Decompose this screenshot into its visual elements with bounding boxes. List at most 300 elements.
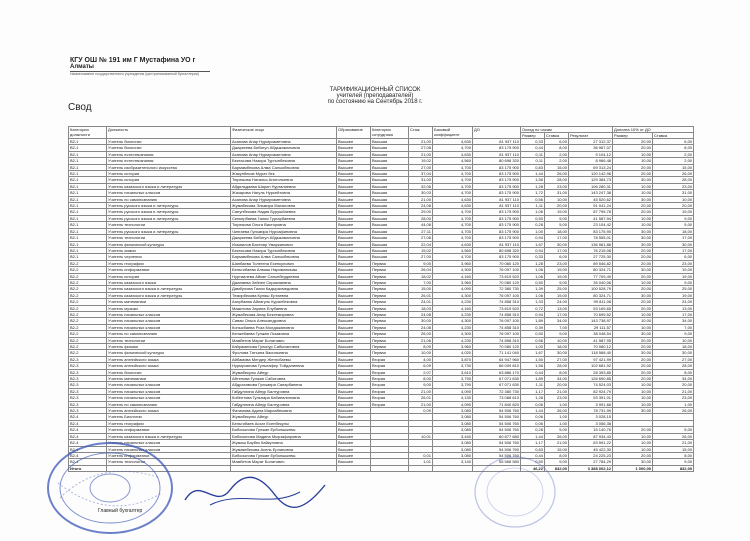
cell-position: Учитель казахского языка и литературы: [107, 286, 231, 292]
cell-emp-category: Первая: [371, 286, 409, 292]
cell-category: В2-1: [69, 222, 107, 228]
cell-rate2: 28,00: [653, 177, 694, 183]
cell-do: 74 858 310: [473, 324, 521, 330]
cell-category: В2-1: [69, 145, 107, 151]
cell-experience: 0,01: [409, 452, 433, 458]
cell-name: Мамбетов Марат Болатович: [231, 459, 337, 465]
cell-position: Учитель музыки: [107, 305, 231, 311]
cell-rate2: 9,00: [653, 279, 694, 285]
cell-rate: 10,00: [545, 196, 569, 202]
cell-do: 72 380 730: [473, 388, 521, 394]
cell-coef: 4,630: [433, 241, 473, 247]
cell-size: 0,11: [521, 151, 545, 157]
cell-size: 1,56: [521, 363, 545, 369]
cell-position: Учитель казахского языка и литературы: [107, 183, 231, 189]
cell-size2: 10,00: [613, 151, 653, 157]
cell-education: Высшее: [337, 376, 371, 382]
cell-size: 1,67: [521, 241, 545, 247]
cell-coef: 4,700: [433, 222, 473, 228]
header-bonus: Доплата 10% от ДО: [613, 127, 694, 133]
cell-experience: 30,00: [409, 318, 433, 324]
cell-rate: 17,00: [545, 235, 569, 241]
cell-rate2: 20,00: [653, 382, 694, 388]
cell-rate: 20,00: [545, 382, 569, 388]
cell-position: Учитель русского языка и литературы: [107, 228, 231, 234]
cell-category: В2-1: [69, 158, 107, 164]
cell-name: Дамбулова Галия Кадырахмедовна: [231, 286, 337, 292]
cell-emp-category: Первая: [371, 273, 409, 279]
cell-name: Шапбаева Толегена Есенкулович: [231, 260, 337, 266]
cell-coef: 4,700: [433, 183, 473, 189]
cell-rate: 26,00: [545, 408, 569, 414]
cell-position: Учитель географии: [107, 420, 231, 426]
cell-coef: 3,080: [433, 427, 473, 433]
cell-emp-category: Первая: [371, 260, 409, 266]
cell-do: 60 877 680: [473, 433, 521, 439]
cell-emp-category: Первая: [371, 337, 409, 343]
cell-result: 78 555,01: [569, 235, 613, 241]
cell-do: 55 568 580: [473, 459, 521, 465]
cell-rate: 34,00: [545, 376, 569, 382]
cell-rate2: 5,00: [653, 222, 694, 228]
cell-category: В2-4: [69, 440, 107, 446]
cell-size2: 30,00: [613, 196, 653, 202]
cell-education: Высшее: [337, 318, 371, 324]
cell-rate: 23,00: [545, 183, 569, 189]
cell-size: 1,44: [521, 408, 545, 414]
header-education: Образование: [337, 127, 371, 139]
cell-name: Джаркеева Бибигул Абдыкамаловна: [231, 235, 337, 241]
table-row: [69, 292, 694, 298]
cell-size: 0,94: [521, 247, 545, 253]
cell-size: 0,56: [521, 196, 545, 202]
cell-coef: 4,700: [433, 215, 473, 221]
cell-rate: 13,00: [545, 305, 569, 311]
cell-category: В2-1: [69, 139, 107, 145]
cell-experience: 24,08: [409, 311, 433, 317]
cell-rate: 15,00: [545, 164, 569, 170]
cell-name: Асанова Анар Нурмухаметовна: [231, 139, 337, 145]
cell-do: 70 080 120: [473, 260, 521, 266]
cell-size2: 30,00: [613, 331, 653, 337]
cell-do: 83 175 900: [473, 164, 521, 170]
cell-do: 54 506 760: [473, 414, 521, 420]
total-rate: 832,00: [545, 465, 569, 471]
header-emp-category: Категория сотрудника: [371, 127, 409, 139]
table-row: [69, 286, 694, 292]
cell-rate2: 7,00: [653, 324, 694, 330]
cell-experience: 27,11: [409, 228, 433, 234]
cell-position: Учитель Биологии: [107, 414, 231, 420]
cell-education: Высшее: [337, 203, 371, 209]
cell-experience: 27,00: [409, 164, 433, 170]
cell-category: В2-1: [69, 203, 107, 209]
cell-name: Фролова Татьяна Васильевна: [231, 350, 337, 356]
cell-experience: 26,01: [409, 395, 433, 401]
cell-coef: 3,440: [433, 433, 473, 439]
cell-rate2: 28,00: [653, 363, 694, 369]
cell-rate: 9,00: [545, 279, 569, 285]
cell-size: 1,28: [521, 395, 545, 401]
cell-size: 0,44: [521, 369, 545, 375]
cell-size: 0,28: [521, 427, 545, 433]
organization-name: КГУ ОШ № 191 им Г Мустафина УО г: [70, 57, 196, 64]
cell-size2: 20,00: [613, 427, 653, 433]
cell-name: Тюрюкова Наталья Анатольевна: [231, 177, 337, 183]
cell-size: 1,44: [521, 433, 545, 439]
cell-do: 81 937 110: [473, 203, 521, 209]
cell-result: 35 040,06: [569, 279, 613, 285]
cell-education: Высшее: [337, 305, 371, 311]
cell-rate2: 23,00: [653, 395, 694, 401]
cell-name: Сапунбекова Надия Бурушбаевна: [231, 209, 337, 215]
cell-position: Учитель английского языка: [107, 356, 231, 362]
cell-size2: 20,00: [613, 139, 653, 145]
cell-education: Высшее: [337, 356, 371, 362]
cell-size2: 20,00: [613, 299, 653, 305]
cell-education: Высшее: [337, 401, 371, 407]
cell-rate: 19,00: [545, 292, 569, 298]
cell-size2: 10,00: [613, 401, 653, 407]
cell-experience: 2,07: [409, 369, 433, 375]
cell-emp-category: Высшая: [371, 171, 409, 177]
cell-position: Учитель по самопознанию: [107, 196, 231, 202]
cell-do: 71 840 820: [473, 401, 521, 407]
cell-rate2: 19,00: [653, 209, 694, 215]
cell-rate: 20,00: [545, 203, 569, 209]
cell-result: 87 934,43: [569, 433, 613, 439]
cell-emp-category: Высшая: [371, 145, 409, 151]
cell-experience: 21,00: [409, 196, 433, 202]
cell-category: В2-1: [69, 171, 107, 177]
cell-coef: 4,630: [433, 139, 473, 145]
cell-emp-category: Первая: [371, 331, 409, 337]
cell-experience: 27,00: [409, 254, 433, 260]
header-do: ДО: [473, 127, 521, 139]
tariff-table: [68, 126, 694, 472]
cell-emp-category: Высшая: [371, 183, 409, 189]
cell-name: Сенкербаева Галия Тургарбаевна: [231, 215, 337, 221]
cell-category: В2-2: [69, 273, 107, 279]
cell-do: 80 698 320: [473, 158, 521, 164]
cell-rate2: 30,00: [653, 350, 694, 356]
cell-name: Кобентова Гульнара Кабиевлиновна: [231, 395, 337, 401]
cell-emp-category: Вторая: [371, 363, 409, 369]
cell-do: 74 858 310: [473, 299, 521, 305]
cell-category: В2-3: [69, 376, 107, 382]
cell-category: В2-1: [69, 228, 107, 234]
cell-result: 77 709,49: [569, 273, 613, 279]
cell-rate: 31,00: [545, 190, 569, 196]
cell-name: Айтенова Гулжан Сабитовна: [231, 376, 337, 382]
header-hourly: Оклад по часам: [521, 127, 613, 133]
cell-position: Учитель физической культуры: [107, 350, 231, 356]
document-title: ТАРИФИКАЦИОННЫЙ СПИСОК: [329, 87, 421, 93]
cell-result: 69 313,24: [569, 164, 613, 170]
cell-size: 1,11: [521, 382, 545, 388]
header-position: Должность: [107, 127, 231, 139]
cell-category: В2-2: [69, 337, 107, 343]
cell-education: Высшее: [337, 228, 371, 234]
cell-emp-category: Первая: [371, 318, 409, 324]
cell-emp-category: Вторая: [371, 382, 409, 388]
cell-education: Высшее: [337, 151, 371, 157]
cell-do: 72 380 730: [473, 286, 521, 292]
cell-category: В2-4: [69, 427, 107, 433]
signature-scribble: [180, 470, 330, 515]
cell-do: 81 937 110: [473, 196, 521, 202]
cell-size2: 20,00: [613, 452, 653, 458]
cell-category: В2-3: [69, 401, 107, 407]
cell-result: 45 520,62: [569, 196, 613, 202]
cell-experience: 7,00: [409, 279, 433, 285]
cell-experience: 22,04: [409, 241, 433, 247]
cell-rate: 26,00: [545, 171, 569, 177]
cell-result: 120 142,96: [569, 171, 613, 177]
cell-size2: 20,00: [613, 145, 653, 151]
cell-rate: 17,00: [545, 311, 569, 317]
cell-coef: 4,560: [433, 247, 473, 253]
cell-category: В2-2: [69, 267, 107, 273]
cell-name: Айбамова Мендер Жетпсбаевы: [231, 356, 337, 362]
cell-size: 0,33: [521, 139, 545, 145]
cell-experience: 21,00: [409, 401, 433, 407]
cell-education: Высшее: [337, 235, 371, 241]
cell-position: Учитель биологии: [107, 145, 231, 151]
cell-size2: 20,00: [613, 260, 653, 266]
cell-education: Высшее: [337, 279, 371, 285]
cell-position: Учитель технологии: [107, 337, 231, 343]
cell-education: Высшее: [337, 139, 371, 145]
cell-category: В2-2: [69, 292, 107, 298]
cell-coef: 4,700: [433, 177, 473, 183]
cell-emp-category: Высшая: [371, 222, 409, 228]
cell-position: Учитель физики: [107, 344, 231, 350]
cell-size2: 30,00: [613, 459, 653, 465]
cell-result: 38 048,54: [569, 331, 613, 337]
cell-coef: 4,700: [433, 190, 473, 196]
cell-category: В2-2: [69, 311, 107, 317]
cell-result: 100 528,79: [569, 286, 613, 292]
cell-education: Высшее: [337, 215, 371, 221]
cell-rate: 18,00: [545, 344, 569, 350]
cell-position: Учитель черчения: [107, 254, 231, 260]
cell-size2: 30,00: [613, 292, 653, 298]
cell-education: Высшее: [337, 247, 371, 253]
cell-emp-category: Первая: [371, 344, 409, 350]
cell-name: Кенжебаева Гулжан Лсымовна: [231, 331, 337, 337]
cell-rate: 9,00: [545, 459, 569, 465]
cell-position: Учитель начальных классов: [107, 440, 231, 446]
cell-rate2: 19,00: [653, 273, 694, 279]
cell-coef: 4,630: [433, 196, 473, 202]
cell-result: 70 080,12: [569, 344, 613, 350]
cell-education: Высшее: [337, 408, 371, 414]
cell-rate2: 17,00: [653, 235, 694, 241]
cell-size2: 10,00: [613, 446, 653, 452]
cell-education: Высшее: [337, 369, 371, 375]
cell-education: Высшее: [337, 209, 371, 215]
cell-name: Джанаева Зейнеп Серикпаевна: [231, 279, 337, 285]
cell-education: Высшее: [337, 299, 371, 305]
cell-name: Бармамбекова Алма Салыкбековна: [231, 254, 337, 260]
cell-rate: 27,00: [545, 356, 569, 362]
cell-rate2: 8,00: [653, 145, 694, 151]
cell-do: 83 175 900: [473, 215, 521, 221]
cell-name: Габдуллина Айнур Балтуровна: [231, 388, 337, 394]
table-row: [69, 228, 694, 234]
cell-rate2: 26,00: [653, 408, 694, 414]
cell-result: 99 811,08: [569, 299, 613, 305]
cell-education: Высшее: [337, 183, 371, 189]
cell-rate: 34,00: [545, 318, 569, 324]
cell-size: 1,33: [521, 299, 545, 305]
cell-result: 45 422,30: [569, 446, 613, 452]
cell-size: 1,89: [521, 318, 545, 324]
cell-name: Нурмуханова Гульнафер Тойдалиевна: [231, 363, 337, 369]
section-title: Свод: [68, 102, 92, 113]
cell-name: Абдильдаева Шарин Нургалиевна: [231, 183, 337, 189]
cell-rate: 1,00: [545, 420, 569, 426]
cell-coef: 4,300: [433, 292, 473, 298]
cell-experience: 27,08: [409, 145, 433, 151]
cell-coef: 3,790: [433, 376, 473, 382]
cell-rate2: 5,00: [653, 427, 694, 433]
cell-position: Учитель биологии: [107, 369, 231, 375]
cell-rate2: 10,00: [653, 196, 694, 202]
cell-position: Учитель биологии: [107, 139, 231, 145]
cell-result: 89 546,82: [569, 260, 613, 266]
cell-coef: 4,090: [433, 286, 473, 292]
cell-result: 80 324,71: [569, 292, 613, 298]
cell-experience: 31,00: [409, 177, 433, 183]
cell-size: 0,11: [521, 158, 545, 164]
cell-category: В2-2: [69, 324, 107, 330]
cell-experience: 24,08: [409, 324, 433, 330]
cell-name: Бибосынова Мадина Мырзафаровна: [231, 433, 337, 439]
cell-emp-category: Первая: [371, 267, 409, 273]
cell-rate2: 18,00: [653, 228, 694, 234]
cell-size: 1,17: [521, 388, 545, 394]
cell-result: 29 111,57: [569, 324, 613, 330]
cell-result: 27 725,30: [569, 254, 613, 260]
cell-position: Учитель казахского языка и литературы: [107, 292, 231, 298]
cell-do: 64 947 960: [473, 356, 521, 362]
cell-do: 76 097 100: [473, 267, 521, 273]
cell-do: 73 088 610: [473, 395, 521, 401]
cell-size2: 10,00: [613, 190, 653, 196]
cell-coef: 4,700: [433, 164, 473, 170]
cell-emp-category: Вторая: [371, 395, 409, 401]
cell-experience: 26,04: [409, 267, 433, 273]
cell-name: Абдрахимова Гульмира Сапарбаевна: [231, 382, 337, 388]
cell-education: Высшее: [337, 433, 371, 439]
cell-size2: 20,00: [613, 203, 653, 209]
cell-education: Высшее: [337, 158, 371, 164]
cell-emp-category: Первая: [371, 299, 409, 305]
cell-experience: 26,00: [409, 331, 433, 337]
cell-position: Учитель истории: [107, 177, 231, 183]
cell-rate2: 34,00: [653, 318, 694, 324]
cell-coef: 4,700: [433, 209, 473, 215]
cell-category: В2-2: [69, 279, 107, 285]
cell-size: 1,28: [521, 260, 545, 266]
cell-position: Учитель информатики: [107, 267, 231, 273]
cell-size2: 10,00: [613, 440, 653, 446]
cell-name: Исмаилов Бахтияр Умарканович: [231, 241, 337, 247]
cell-position: Учитель химии: [107, 247, 231, 253]
cell-do: 70 080 120: [473, 279, 521, 285]
cell-position: Учитель начальных классов: [107, 395, 231, 401]
cell-education: Высшее: [337, 164, 371, 170]
cell-size2: 30,00: [613, 177, 653, 183]
cell-size: 1,56: [521, 177, 545, 183]
cell-experience: 32,06: [409, 183, 433, 189]
cell-name: Бибосынова Гулжан Ерболшыевы: [231, 452, 337, 458]
cell-do: 81 937 110: [473, 139, 521, 145]
total-rate2: 832,00: [653, 465, 694, 471]
cell-coef: 4,230: [433, 324, 473, 330]
cell-emp-category: Высшая: [371, 254, 409, 260]
cell-rate: 17,00: [545, 247, 569, 253]
cell-rate: 28,00: [545, 177, 569, 183]
cell-emp-category: Первая: [371, 350, 409, 356]
cell-education: Высшее: [337, 267, 371, 273]
cell-size: 1,06: [521, 273, 545, 279]
cell-education: Высшее: [337, 177, 371, 183]
cell-position: Учитель математики: [107, 299, 231, 305]
cell-emp-category: Высшая: [371, 151, 409, 157]
cell-category: В2-3: [69, 363, 107, 369]
cell-education: Высшее: [337, 388, 371, 394]
cell-category: В2-1: [69, 183, 107, 189]
cell-rate: 8,00: [545, 369, 569, 375]
cell-size2: 20,00: [613, 171, 653, 177]
cell-size: 0,06: [521, 420, 545, 426]
cell-rate: 1,00: [545, 401, 569, 407]
cell-size2: 30,00: [613, 241, 653, 247]
cell-position: Учитель казахского языка: [107, 279, 231, 285]
cell-size2: 10,00: [613, 222, 653, 228]
table-row: [69, 183, 694, 189]
cell-position: Учитель технологии: [107, 235, 231, 241]
cell-emp-category: Высшая: [371, 139, 409, 145]
cell-coef: 3,140: [433, 459, 473, 465]
cell-name: Жумабекова Эльмира Махаловна: [231, 203, 337, 209]
cell-coef: 4,700: [433, 171, 473, 177]
cell-size2: 10,00: [613, 388, 653, 394]
cell-size2: 10,00: [613, 215, 653, 221]
cell-coef: 3,960: [433, 344, 473, 350]
cell-size2: 30,00: [613, 267, 653, 273]
cell-rate: 6,00: [545, 139, 569, 145]
cell-name: Азербаева Айнагуль Куралбековна: [231, 299, 337, 305]
cell-education: Высшее: [337, 292, 371, 298]
cell-size: 1,50: [521, 356, 545, 362]
cell-experience: 21,06: [409, 337, 433, 343]
cell-do: 83 175 900: [473, 222, 521, 228]
cell-rate2: 15,00: [653, 446, 694, 452]
cell-size: 0,56: [521, 337, 545, 343]
cell-rate: 30,00: [545, 350, 569, 356]
cell-size: 0,83: [521, 164, 545, 170]
cell-do: 71 141 040: [473, 350, 521, 356]
cell-education: Высшее: [337, 440, 371, 446]
cell-result: 28 393,85: [569, 369, 613, 375]
header-experience: Стаж: [409, 127, 433, 139]
cell-position: Учитель английского языка: [107, 408, 231, 414]
cell-result: 63 591,22: [569, 440, 613, 446]
